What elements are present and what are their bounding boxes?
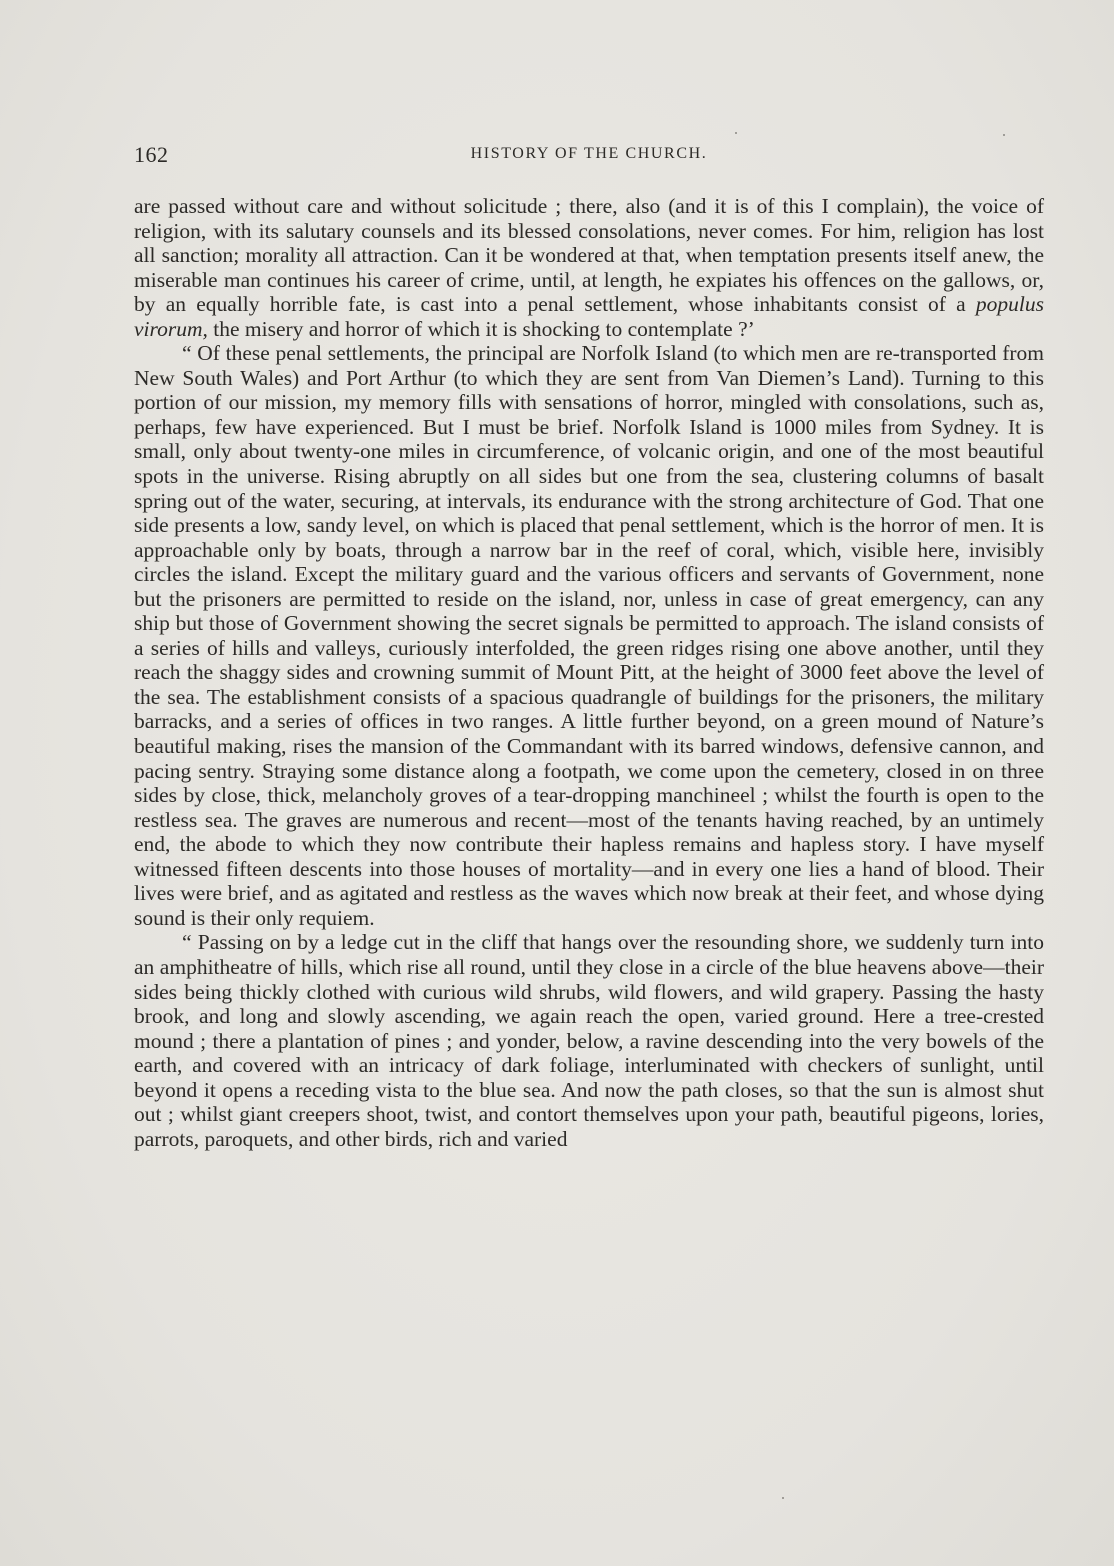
paragraph-1-italic: populus virorum, — [134, 292, 1044, 341]
paper-speck — [1003, 134, 1005, 136]
running-title: HISTORY OF THE CHURCH. — [470, 145, 708, 162]
paper-speck — [782, 1497, 784, 1499]
page-number: 162 — [134, 142, 169, 167]
paragraph-1 — [134, 194, 1044, 341]
body-text — [134, 194, 1044, 1151]
paper-speck — [735, 132, 737, 134]
paragraph-1-text: are passed without care and without solicitude ; there, also (and it is of this I complain), the voice of religion, with its salutary counsels and its blessed consolations, never comes. For him, religion has lost all sanction; morality all attraction. Can it be wondered at that, when temptation presents itself anew, the miserable man continues his career of crime, until, at length, he expiates his offences on the gallows, or, by an equally horrible fate, is cast into a penal settlement, whose inhabitants consist of a — [134, 194, 1044, 317]
paragraph-1-text-end: the misery and horror of which it is shocking to contemplate ?’ — [207, 316, 755, 341]
paragraph-2: “ Of these penal settlements, the principal are Norfolk Island (to which men are re-transported from New South Wales) and Port Arthur (to which they are sent from Van Diemen’s Land). Turning to this portion of our mission, my memory fills with sensations of horror, mingled with consolations, such as, perhaps, few have experienced. But I must be brief. Norfolk Island is 1000 miles from Sydney. It is small, only about twenty-one miles in circumference, of volcanic origin, and one of the most beautiful spots in the universe. Rising abruptly on all sides but one from the sea, clustering columns of basalt spring out of the water, securing, at intervals, its endurance with the strong architecture of God. That one side presents a low, sandy level, on which is placed that penal settlement, which is the horror of men. It is approachable only by boats, through a narrow bar in the reef of coral, which, visible here, invisibly circles the island. Except the military guard and the various officers and servants of Government, none but the prisoners are permitted to reside on the island, nor, unless in case of great emergency, can any ship but those of Government showing the secret signals be permitted to approach. The island consists of a series of hills and valleys, curiously interfolded, the green ridges rising one above another, until they reach the shaggy sides and crowning summit of Mount Pitt, at the height of 3000 feet above the level of the sea. The establishment consists of a spacious quadrangle of buildings for the prisoners, the military barracks, and a series of offices in two ranges. A little further beyond, on a green mound of Nature’s beautiful making, rises the mansion of the Commandant with its barred windows, defensive cannon, and pacing sentry. Straying some distance along a footpath, we come upon the cemetery, closed in on three sides by close, thick, melancholy groves of a tear-dropping manchineel ; whilst the fourth is open to the restless sea. The graves are numerous and recent—most of the tenants having reached, by an untimely end, the abode to which they now contribute their hapless remains and hapless story. I have myself witnessed fifteen descents into those houses of mortality—and in every one lies a hand of blood. Their lives were brief, and as agitated and restless as the waves which now break at their feet, and whose dying sound is their only requiem. — [134, 341, 1044, 930]
paragraph-3: “ Passing on by a ledge cut in the cliff that hangs over the resounding shore, we suddenly turn into an amphitheatre of hills, which rise all round, until they close in a circle of the blue heavens above—their sides being thickly clothed with curious wild shrubs, wild flowers, and wild grapery. Passing the hasty brook, and long and slowly ascending, we again reach the open, varied ground. Here a tree-crested mound ; there a plantation of pines ; and yonder, below, a ravine descending into the very bowels of the earth, and covered with an intricacy of dark foliage, interluminated with checkers of sunlight, until beyond it opens a receding vista to the blue sea. And now the path closes, so that the sun is almost shut out ; whilst giant creepers shoot, twist, and contort themselves upon your path, beautiful pigeons, lories, parrots, paroquets, and other birds, rich and varied — [134, 930, 1044, 1151]
running-head — [134, 142, 1044, 168]
